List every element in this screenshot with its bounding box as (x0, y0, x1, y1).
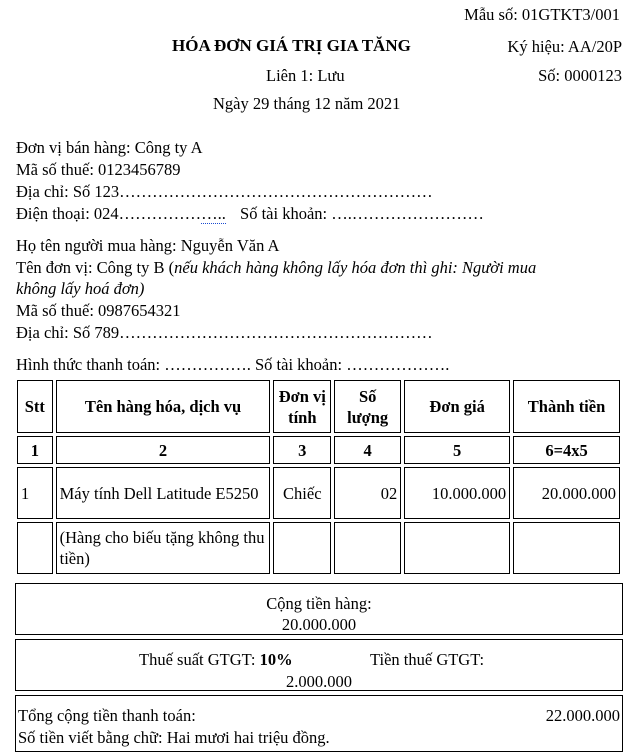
table-header-row (17, 380, 620, 433)
table-row (17, 522, 620, 574)
seller-phone-dots: ….. (201, 204, 226, 223)
subtotal-label: Cộng tiền hàng: (266, 594, 372, 613)
seller-account: Số tài khoản: ….…………………… (240, 204, 484, 223)
col-number: 4 (334, 436, 401, 464)
row-price (404, 522, 510, 574)
col-number: 3 (273, 436, 331, 464)
col-number: 2 (56, 436, 271, 464)
seller-phone: Điện thoại: 024…………… (16, 204, 202, 223)
invoice-date: Ngày 29 tháng 12 năm 2021 (213, 94, 401, 113)
vat-box (15, 639, 623, 691)
buyer-address: Địa chỉ: Số 789………………………………………………… (16, 323, 433, 342)
header-price: Đơn giá (404, 380, 510, 433)
payment-method: Hình thức thanh toán: ……………. Số tài khoản: ………………. (16, 355, 450, 374)
goods-table (14, 377, 623, 577)
row-unit (273, 522, 331, 574)
row-amount (513, 522, 620, 574)
row-price: 10.000.000 (404, 467, 510, 519)
col-number: 6=4x5 (513, 436, 620, 464)
buyer-unit-label: Tên đơn vị: Công ty B ( (16, 258, 175, 277)
table-row (17, 467, 620, 519)
row-stt: 1 (17, 467, 53, 519)
invoice-number: Số: 0000123 (538, 66, 622, 85)
seller-phone-line (16, 204, 484, 224)
row-amount: 20.000.000 (513, 467, 620, 519)
seller-name: Đơn vị bán hàng: Công ty A (16, 138, 203, 157)
invoice-symbol: Ký hiệu: AA/20P (507, 37, 622, 56)
seller-tax-code: Mã số thuế: 0123456789 (16, 160, 181, 179)
vat-rate (139, 650, 293, 670)
vat-amount-value: 2.000.000 (286, 672, 352, 691)
col-number: 5 (404, 436, 510, 464)
header-amount: Thành tiền (513, 380, 620, 433)
table-column-numbers (17, 436, 620, 464)
header-unit: Đơn vị tính (273, 380, 331, 433)
invoice-title: HÓA ĐƠN GIÁ TRỊ GIA TĂNG (172, 36, 411, 55)
amount-in-words: Số tiền viết bằng chữ: Hai mươi hai triệu đồng. (18, 728, 330, 747)
header-name: Tên hàng hóa, dịch vụ (56, 380, 271, 433)
header-stt: Stt (17, 380, 53, 433)
buyer-unit-note: nếu khách hàng không lấy hóa đơn thì ghi: Người mua (174, 258, 537, 277)
buyer-person: Họ tên người mua hàng: Nguyễn Văn A (16, 236, 280, 255)
subtotal-value: 20.000.000 (281, 615, 357, 634)
subtotal-box (15, 583, 623, 635)
row-name: (Hàng cho biếu tặng không thu tiền) (56, 522, 271, 574)
grand-total-label: Tổng cộng tiền thanh toán: (18, 706, 196, 725)
row-qty: 02 (334, 467, 401, 519)
grand-total-value: 22.000.000 (545, 706, 620, 725)
row-qty (334, 522, 401, 574)
form-number: Mẫu số: 01GTKT3/001 (464, 5, 620, 24)
row-unit: Chiếc (273, 467, 331, 519)
vat-rate-label: Thuế suất GTGT: (139, 650, 256, 669)
vat-amount-label: Tiền thuế GTGT: (370, 650, 485, 669)
copy-label: Liên 1: Lưu (266, 66, 345, 85)
buyer-unit (16, 258, 536, 278)
grand-total-box (15, 695, 623, 752)
vat-rate-value: 10% (259, 650, 293, 669)
col-number: 1 (17, 436, 53, 464)
buyer-unit-note-cont: không lấy hoá đơn) (16, 279, 145, 298)
header-qty: Số lượng (334, 380, 401, 433)
buyer-tax-code: Mã số thuế: 0987654321 (16, 301, 181, 320)
row-stt (17, 522, 53, 574)
seller-address: Địa chỉ: Số 123………………………………………………… (16, 182, 433, 201)
row-name: Máy tính Dell Latitude E5250 (56, 467, 271, 519)
